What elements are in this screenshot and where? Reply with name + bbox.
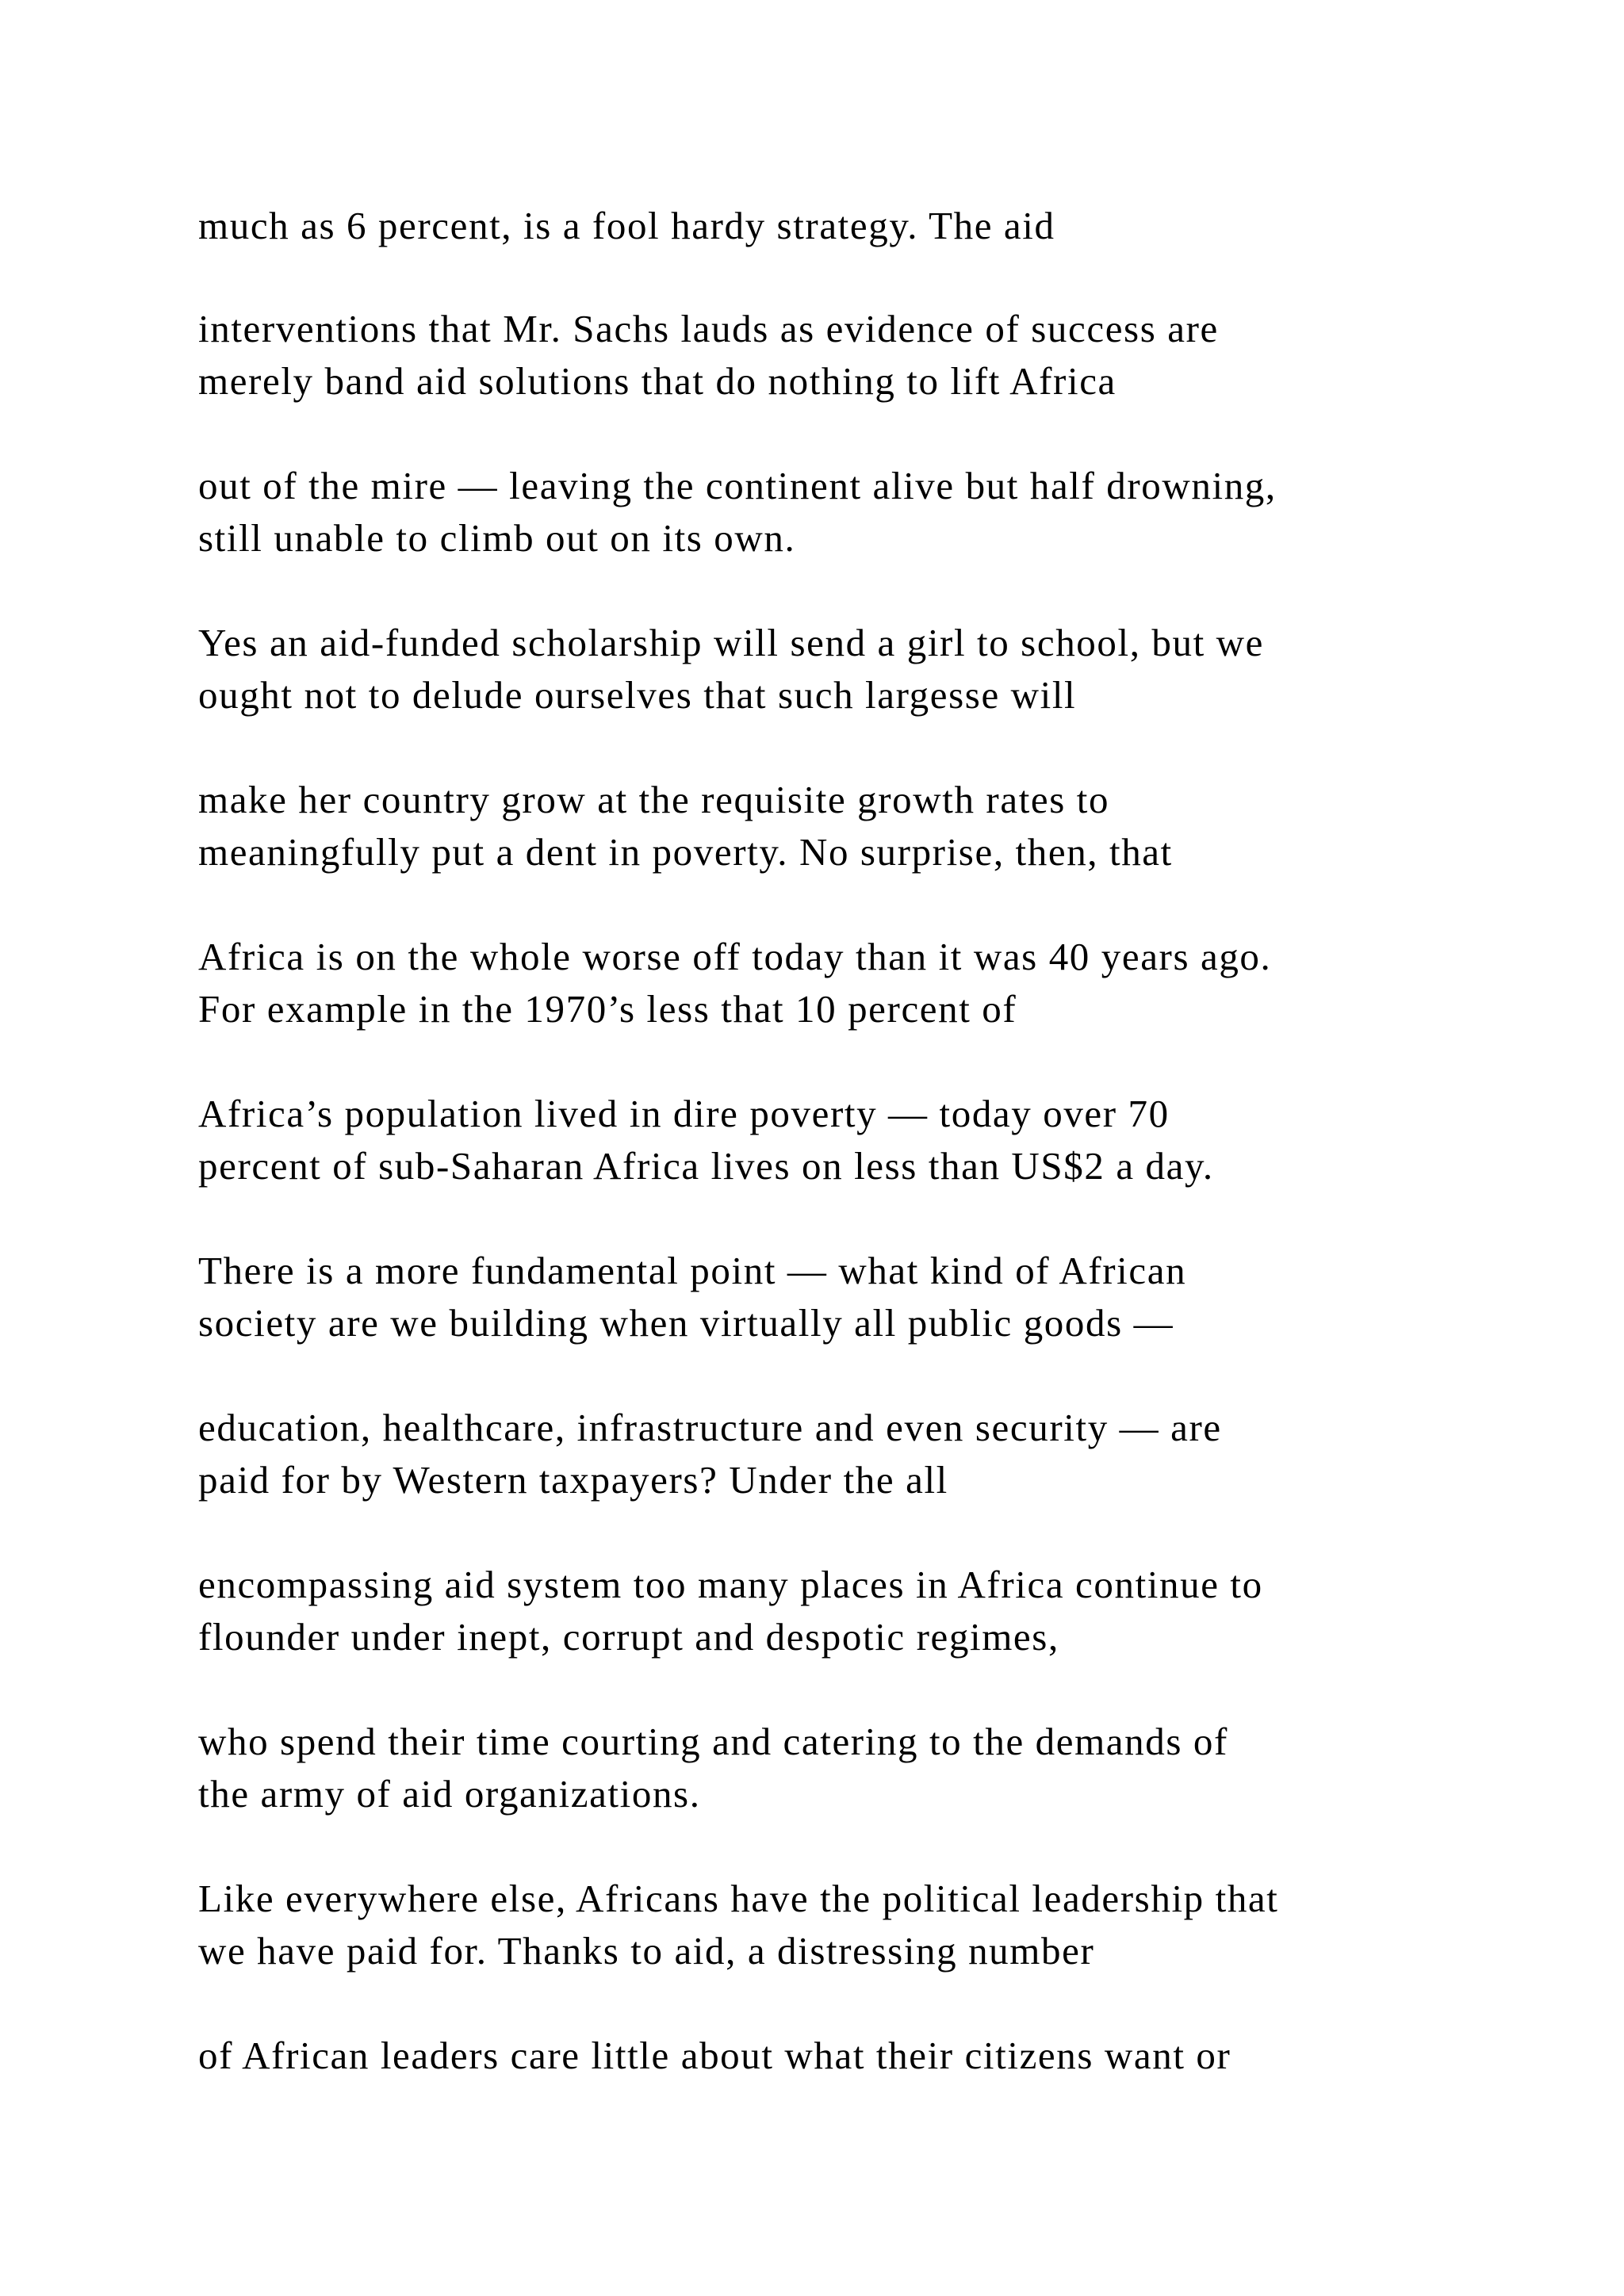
paragraph: [198, 460, 1546, 564]
text-line: the army of aid organizations.: [198, 1772, 701, 1816]
text-line: percent of sub-Saharan Africa lives on less than US$2 a day.: [198, 1144, 1214, 1188]
text-line: For example in the 1970’s less that 10 percent of: [198, 987, 1017, 1031]
text-line: much as 6 percent, is a fool hardy strategy. The aid: [198, 204, 1055, 247]
paragraph: [198, 931, 1546, 1035]
text-line: make her country grow at the requisite growth rates to: [198, 778, 1110, 821]
text-line: Africa is on the whole worse off today than it was 40 years ago.: [198, 935, 1272, 978]
paragraph: [198, 200, 1546, 252]
text-line: merely band aid solutions that do nothing to lift Africa: [198, 359, 1116, 403]
text-line: There is a more fundamental point — what kind of African: [198, 1249, 1187, 1292]
paragraph: [198, 1873, 1546, 1977]
text-line: meaningfully put a dent in poverty. No surprise, then, that: [198, 830, 1173, 874]
text-line: who spend their time courting and catering to the demands of: [198, 1720, 1228, 1763]
paragraph: [198, 1245, 1546, 1349]
text-line: ought not to delude ourselves that such largesse will: [198, 673, 1077, 717]
paragraph: [198, 1559, 1546, 1663]
paragraph: [198, 303, 1546, 408]
text-line: paid for by Western taxpayers? Under the all: [198, 1458, 948, 1502]
paragraph: [198, 1402, 1546, 1506]
text-line: society are we building when virtually all public goods —: [198, 1301, 1174, 1345]
text-line: still unable to climb out on its own.: [198, 516, 796, 560]
paragraph: [198, 2030, 1546, 2082]
text-line: education, healthcare, infrastructure and even security — are: [198, 1406, 1222, 1449]
paragraph: [198, 1088, 1546, 1192]
paragraph: [198, 774, 1546, 878]
paragraph: [198, 1716, 1546, 1820]
text-line: out of the mire — leaving the continent alive but half drowning,: [198, 464, 1277, 507]
text-line: interventions that Mr. Sachs lauds as evidence of success are: [198, 307, 1219, 350]
text-line: we have paid for. Thanks to aid, a distressing number: [198, 1929, 1095, 1973]
text-line: Like everywhere else, Africans have the political leadership that: [198, 1877, 1279, 1920]
text-line: Africa’s population lived in dire poverty — today over 70: [198, 1092, 1170, 1135]
text-line: Yes an aid-funded scholarship will send a girl to school, but we: [198, 621, 1265, 664]
text-line: of African leaders care little about what their citizens want or: [198, 2034, 1231, 2077]
paragraph: [198, 617, 1546, 721]
text-line: flounder under inept, corrupt and despotic regimes,: [198, 1615, 1059, 1659]
text-line: encompassing aid system too many places in Africa continue to: [198, 1563, 1263, 1606]
